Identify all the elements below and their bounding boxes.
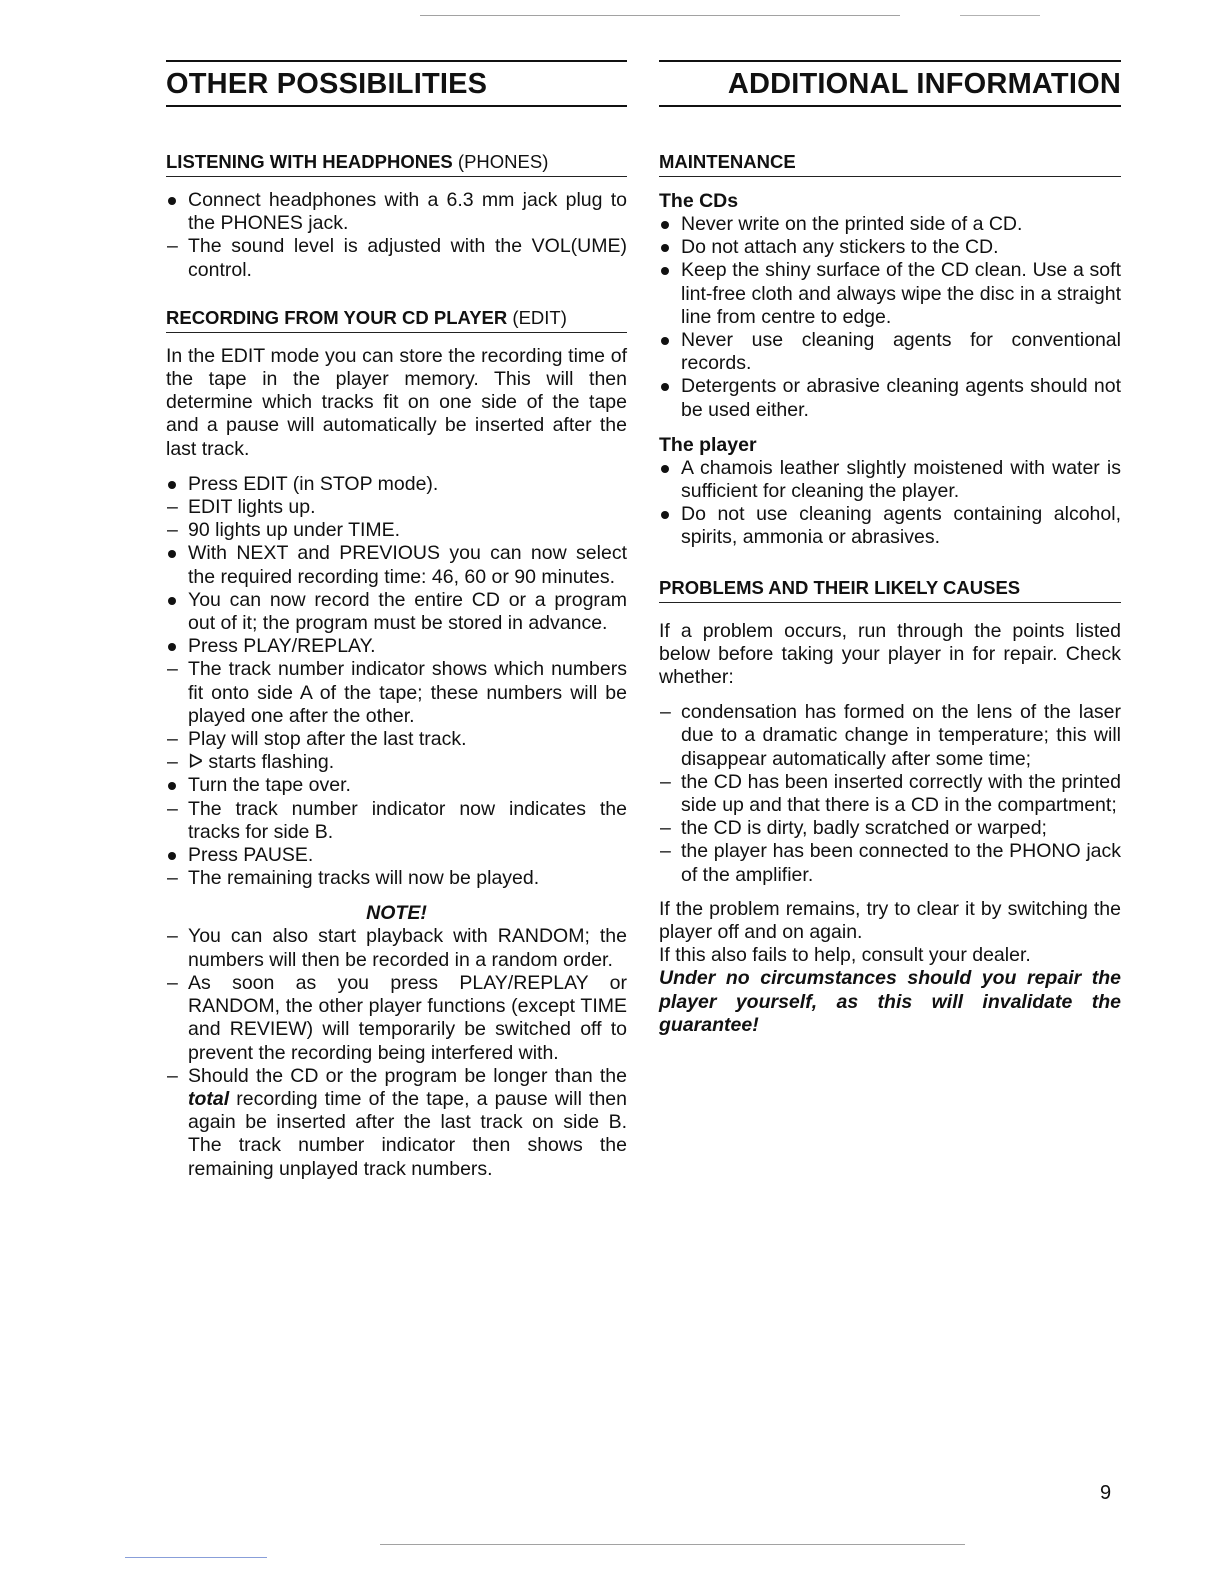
right-title: ADDITIONAL INFORMATION xyxy=(659,60,1121,107)
dash-item: The remaining tracks will now be played. xyxy=(188,867,540,890)
recording-heading: RECORDING FROM YOUR CD PLAYER (EDIT) xyxy=(166,306,627,333)
dash-item: You can also start playback with RANDOM; the numbers will then be recorded in a random order. xyxy=(188,925,627,971)
player-list xyxy=(659,457,1121,550)
recording-steps xyxy=(166,473,627,891)
headphones-heading: LISTENING WITH HEADPHONES (PHONES) xyxy=(166,150,627,177)
dash-item: the CD has been inserted correctly with the printed side up and that there is a CD in the compartment; xyxy=(681,770,1121,817)
bullet-item: Keep the shiny surface of the CD clean. Use a soft lint-free cloth and always wipe the disc in a straight line from centre to edge. xyxy=(681,259,1121,328)
bullet-item: Detergents or abrasive cleaning agents should not be used either. xyxy=(681,375,1121,421)
maintenance-heading: MAINTENANCE xyxy=(659,150,1121,177)
left-column xyxy=(166,60,627,1181)
bullet-item: Never use cleaning agents for conventional records. xyxy=(681,329,1121,375)
dash-item: ᐅ starts flashing. xyxy=(188,751,335,774)
bullet-item: Press PAUSE. xyxy=(188,844,314,867)
problems-list xyxy=(659,701,1121,887)
problems-intro: If a problem occurs, run through the points listed below before taking your player in for repair. Check whether: xyxy=(659,619,1121,689)
scan-artifact-top-right xyxy=(960,15,1040,16)
bullet-item: With NEXT and PREVIOUS you can now select the required recording time: 46, 60 or 90 minutes. xyxy=(188,542,627,588)
scan-artifact-bottom-left xyxy=(125,1557,267,1558)
problem-remains-text: If the problem remains, try to clear it by switching the player off and on again. xyxy=(659,897,1121,944)
bullet-item: You can now record the entire CD or a program out of it; the program must be stored in advance. xyxy=(188,588,627,635)
bullet-item: Press PLAY/REPLAY. xyxy=(188,635,376,658)
problems-heading: PROBLEMS AND THEIR LIKELY CAUSES xyxy=(659,576,1121,603)
dash-item: Play will stop after the last track. xyxy=(188,728,467,751)
dash-item: the player has been connected to the PHONO jack of the amplifier. xyxy=(681,840,1121,886)
dash-item: EDIT lights up. xyxy=(188,496,316,519)
headphones-list xyxy=(166,189,627,282)
dealer-text: If this also fails to help, consult your dealer. xyxy=(659,944,1031,967)
total-emphasis: total xyxy=(188,1087,230,1110)
right-column xyxy=(659,60,1121,1037)
dash-item: 90 lights up under TIME. xyxy=(188,519,401,542)
dash-item: As soon as you press PLAY/REPLAY or RANDOM, the other player functions (except TIME and REVIEW) will temporarily be switched off to prevent the recording being interfered with. xyxy=(188,971,627,1064)
note-title: NOTE! xyxy=(366,902,427,925)
scan-artifact-top xyxy=(420,15,900,16)
dash-item: The track number indicator now indicates the tracks for side B. xyxy=(188,797,627,843)
bullet-item: Turn the tape over. xyxy=(188,774,351,797)
bullet-item: Press EDIT (in STOP mode). xyxy=(188,472,439,495)
bullet-item: Never write on the printed side of a CD. xyxy=(681,213,1023,235)
dash-item: The track number indicator shows which numbers fit onto side A of the tape; these numbers will be played one after the other. xyxy=(188,658,627,727)
note-list-last xyxy=(166,1065,627,1181)
recording-intro: In the EDIT mode you can store the recording time of the tape in the player memory. This will then determine which tracks fit on one side of the tape and a pause will automatically be inserted after the last track. xyxy=(166,344,627,460)
scan-artifact-bottom xyxy=(380,1544,965,1545)
dash-item: The sound level is adjusted with the VOL(UME) control. xyxy=(188,235,627,281)
cds-subheading: The CDs xyxy=(659,190,739,212)
bullet-item: A chamois leather slightly moistened with water is sufficient for cleaning the player. xyxy=(681,456,1121,503)
bullet-item: Do not attach any stickers to the CD. xyxy=(681,236,999,259)
dash-item: the CD is dirty, badly scratched or warped; xyxy=(681,817,1047,840)
cds-list xyxy=(659,213,1121,422)
note-list xyxy=(166,925,627,1064)
list-item: Should the CD or the program be longer than the total recording time of the tape, a pause will then again be inserted after the last track on side B. The track number indicator then shows the remaining unplayed track numbers. xyxy=(188,1064,627,1180)
page-number: 9 xyxy=(1100,1482,1112,1504)
bullet-item: Connect headphones with a 6.3 mm jack plug to the PHONES jack. xyxy=(188,189,627,235)
left-title: OTHER POSSIBILITIES xyxy=(166,60,627,107)
bullet-item: Do not use cleaning agents containing alcohol, spirits, ammonia or abrasives. xyxy=(681,503,1121,549)
repair-warning: Under no circumstances should you repair the player yourself, as this will invalidate the guarantee! xyxy=(659,967,1121,1036)
dash-item: condensation has formed on the lens of the laser due to a dramatic change in temperature; this will disappear automatically after some time; xyxy=(681,701,1121,770)
player-subheading: The player xyxy=(659,433,757,456)
